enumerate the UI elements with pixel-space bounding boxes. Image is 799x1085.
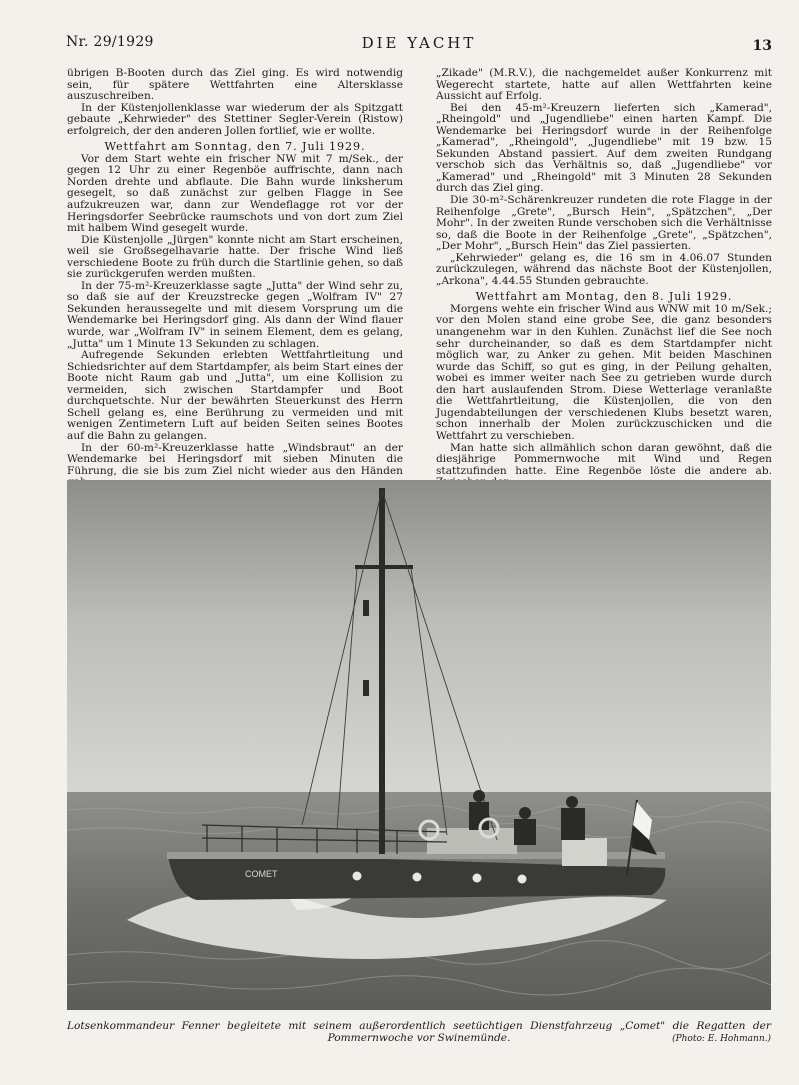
magazine-title: DIE YACHT (361, 34, 477, 52)
paragraph: Man hatte sich allmählich schon daran gewöhnt, daß die diesjährige Pommernwoche mit Wind und Regen stattzufinden hatte. Eine Regenböe löste die andere ab. (436, 441, 772, 477)
boat-name-label: COMET (245, 869, 278, 879)
paragraph: Die Küstenjolle „Jürgen" konnte nicht am Start erscheinen, weil sie Großsegelhavarie hatte. Der frische Wind ließ verschiedene Boote zu früh durch die Startlinie gehen, so daß sie zurückgerufen werden mußten. (67, 233, 403, 281)
photo-caption (67, 1020, 771, 1044)
paragraph: In der 60-m²-Kreuzerklasse hatte „Windsbraut" an der Wendemarke bei Heringsdorf mit sieben Minuten die Führung, die sie bis zum Ziel nicht wieder aus den Händen (67, 441, 403, 477)
paragraph: „Kehrwieder" gelang es, die 16 sm in 4.06.07 Stunden zurückzulegen, während das nächste Boot der Küstenjollen, „Arkona", 4.44.55 Stunden gebrauchte. (436, 251, 772, 287)
paragraph: übrigen B-Booten durch das Ziel ging. Es wird notwendig sein, für spätere Wettfahrten eine Altersklasse auszuschreiben. (67, 67, 403, 103)
page-number: 13 (752, 38, 772, 54)
boat-photo (67, 480, 771, 1010)
section-heading-sunday: Wettfahrt am Sonntag, den 7. Juli 1929. (104, 140, 366, 154)
paragraph: Die 30-m²-Schärenkreuzer rundeten die rote Flagge in der Reihenfolge „Grete", „Bursch Hein", „Spätzchen", „Der Mohr". In der zweiten Runde verschoben sich die Verhältnisse so, daß die Boote in der Reihenfolge „Grete", „Spätzchen", „Der Mohr", „Bursch Hein" das Ziel passierten. (436, 194, 772, 253)
caption-line-2-text: Pommernwoche vor Swinemünde. (327, 1032, 511, 1044)
left-column (67, 68, 403, 489)
page-header (66, 34, 772, 56)
right-column (436, 68, 772, 489)
section-heading-monday: Wettfahrt am Montag, den 8. Juli 1929. (475, 290, 733, 304)
caption-line-1: Lotsenkommandeur Fenner begleitete mit seinem außerordentlich seetüchtigen Dienstfahrzeug „Comet" die Regatten der (67, 1020, 771, 1032)
paragraph: „Zikade" (M.R.V.), die nachgemeldet außer Konkurrenz mit Wegerecht startete, hatte auf allen Wettfahrten keine Aussicht auf Erfolg. (436, 67, 772, 103)
photo-credit: (Photo: E. Hohmann.) (672, 1034, 771, 1044)
paragraph: Aufregende Sekunden erlebten Wettfahrtleitung und Schiedsrichter auf dem Startdampfer, als beim Start eines der Boote nicht Raum gab und „Jutta", um eine Kollision zu vermeiden, sich zwischen Startdampfer und Boot durchquetschte. Nur der bewährten Steuerkunst des Herrn Schell gelang es, eine Berührung zu vermeiden und mit wenigen Zentimetern Luft auf beiden Seiten seines Bootes auf die Bahn zu gelangen. (67, 349, 403, 442)
paragraph: Vor dem Start wehte ein frischer NW mit 7 m/Sek., der gegen 12 Uhr zu einer Regenböe auffrischte, dann nach Norden drehte und abflaute. Die Bahn wurde linksherum gesegelt, so daß zunächst zur gelben Flagge in See aufzukreuzen war, dann zur Wendeflagge rot vor der Heringsdorfer Seebrücke raumschots und von dort zum Ziel mit halbem Wind gesegelt wurde. (67, 152, 403, 235)
paragraph: Morgens wehte ein frischer Wind aus WNW mit 10 m/Sek.; vor den Molen stand eine grobe See, die ganz besonders unangenehm war in den Kuhlen. Zunächst lief die See noch sehr durcheinander, so daß es dem Startdampfer nicht möglich war, zu Anker zu gehen. Mit beiden Maschinen wurde das Schiff, so gut es ging, in der Peilung gehalten, wobei es immer weiter nach See zu getrieben wurde durch den hart auslaufenden Strom. Diese Wetterlage veranlaßte die Wettfahrtleitung, die Küstenjollen, die von den Jugendabteilungen der verschiedenen Klubs besetzt waren, schon innerhalb der Molen zurückzuschicken und die Wettfahrt zu verschieben. (436, 302, 772, 442)
paragraph: In der 75-m²-Kreuzerklasse sagte „Jutta" der Wind sehr zu, so daß sie auf der Kreuzstrecke gegen „Wolfram IV" 27 Sekunden heraussegelte und mit diesem Vorsprung um die Wendemarke bei Heringsdorf ging. Als dann der Wind flauer wurde, war „Wolfram IV" in seinem Element, dem es gelang, „Jutta" um 1 Minute 13 Sekunden zu schlagen. (67, 279, 403, 350)
issue-number: Nr. 29/1929 (66, 34, 154, 50)
paragraph: In der Küstenjollenklasse war wiederum der als Spitzgatt gebaute „Kehrwieder" des Stettiner Segler-Verein (Ristow) erfolgreich, der den anderen Jollen fortlief, wie er wollte. (67, 101, 403, 137)
caption-line-2 (67, 1032, 771, 1044)
paragraph: Bei den 45-m²-Kreuzern lieferten sich „Kamerad", „Rheingold" und „Jugendliebe" einen harten Kampf. Die Wendemarke bei Heringsdorf wurde in der Reihenfolge „Kamerad", „Rheingold", „Jugendliebe" mit 19 bzw. 15 Sekunden Abstand passiert. Auf dem zweiten Rundgang verschob sich das Verhältnis so, daß „Jugendliebe" vor „Kamerad" und „Rheingold" mit 3 Minuten 28 Sekunden durch das Ziel ging. (436, 101, 772, 195)
